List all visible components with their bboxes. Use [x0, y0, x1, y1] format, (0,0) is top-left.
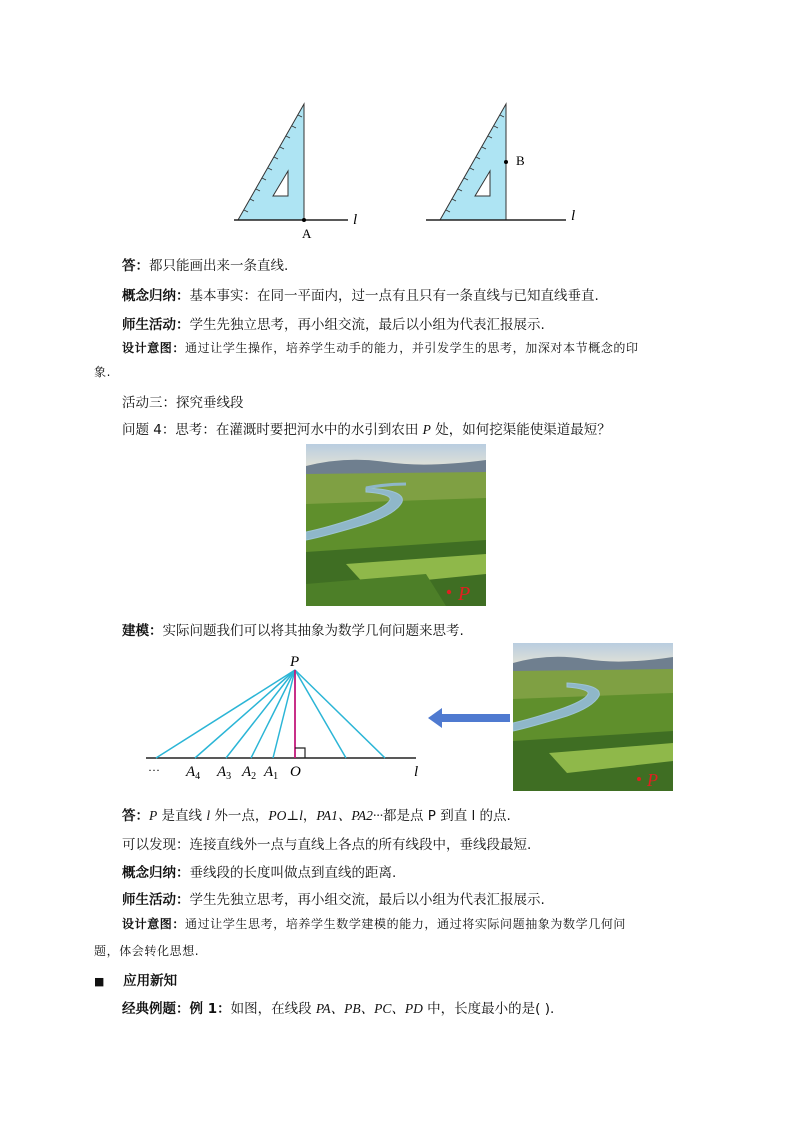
label-a: A [302, 226, 312, 241]
section-bullet: ■ [94, 975, 105, 988]
finding: 可以发现：连接直线外一点与直线上各点的所有线段中，垂线段最短. [122, 837, 532, 853]
photo-label-p: P [458, 583, 471, 605]
point-a [302, 218, 306, 222]
segment-right-1 [295, 670, 346, 758]
field-point-p [447, 590, 451, 594]
perpendicular-segment-figure [140, 650, 440, 780]
label-o: O [290, 764, 301, 780]
field-point-p-2 [637, 777, 641, 781]
point-b [504, 160, 508, 164]
activity-2: 师生活动：学生先独立思考，再小组交流，最后以小组为代表汇报展示. [122, 892, 545, 908]
section-apply [94, 969, 177, 989]
modeling: 建模：实际问题我们可以将其抽象为数学几何问题来思考. [122, 623, 464, 639]
label-b: B [516, 153, 525, 168]
river-farmland-photo-2 [513, 643, 673, 791]
design-2-cont: 题，体会转化思想. [94, 944, 200, 958]
set-square-right [440, 104, 506, 220]
label-p: P [290, 654, 300, 670]
label-a1: $A_1$ [264, 764, 279, 780]
concept-2: 概念归纳：垂线段的长度叫做点到直线的距离. [122, 865, 397, 881]
label-a2: $A_2$ [242, 764, 257, 780]
label-l-left: l [353, 212, 358, 228]
river-farmland-photo [306, 444, 486, 606]
answer-1: 答：都只能画出来一条直线. [122, 258, 289, 274]
section-title: 应用新知 [123, 973, 178, 989]
label-dots: ··· [148, 763, 160, 777]
set-square-left [238, 104, 304, 220]
design-2: 设计意图：通过让学生思考，培养学生数学建模的能力，通过将实际问题抽象为数学几何问 [122, 917, 627, 931]
left-arrow [428, 706, 510, 730]
answer-2: 答：P 是直线 l 外一点，PO⊥l，PA1、PA2···都是点 P 到直 l 的点. [122, 808, 511, 824]
segment-pa-far [156, 670, 295, 758]
design-1: 设计意图：通过让学生操作，培养学生动手的能力，并引发学生的思考，加深对本节概念的印 [122, 341, 639, 355]
activity-1: 师生活动：学生先独立思考，再小组交流，最后以小组为代表汇报展示. [122, 317, 545, 333]
label-a4: $A_4$ [186, 764, 201, 780]
question-4: 问题 4：思考：在灌溉时要把河水中的水引到农田 P 处，如何挖渠能使渠道最短？ [122, 422, 611, 438]
label-a3: $A_3$ [217, 764, 232, 780]
segment-right-2 [295, 670, 385, 758]
example-1: 经典例题：例 1：如图，在线段 PA、PB、PC、PD 中，长度最小的是( ). [122, 1001, 555, 1017]
set-square-figure [228, 100, 588, 245]
label-l: l [414, 764, 419, 780]
oblique-segments [156, 670, 385, 758]
concept-1: 概念归纳：基本事实：在同一平面内，过一点有且只有一条直线与已知直线垂直. [122, 288, 599, 304]
photo2-label-p: P [647, 770, 658, 790]
activity-3-title: 活动三：探究垂线段 [122, 395, 244, 411]
design-1-cont: 象. [94, 365, 112, 379]
segment-pa4 [195, 670, 295, 758]
right-angle-mark [295, 748, 305, 758]
label-l-right: l [571, 208, 576, 224]
